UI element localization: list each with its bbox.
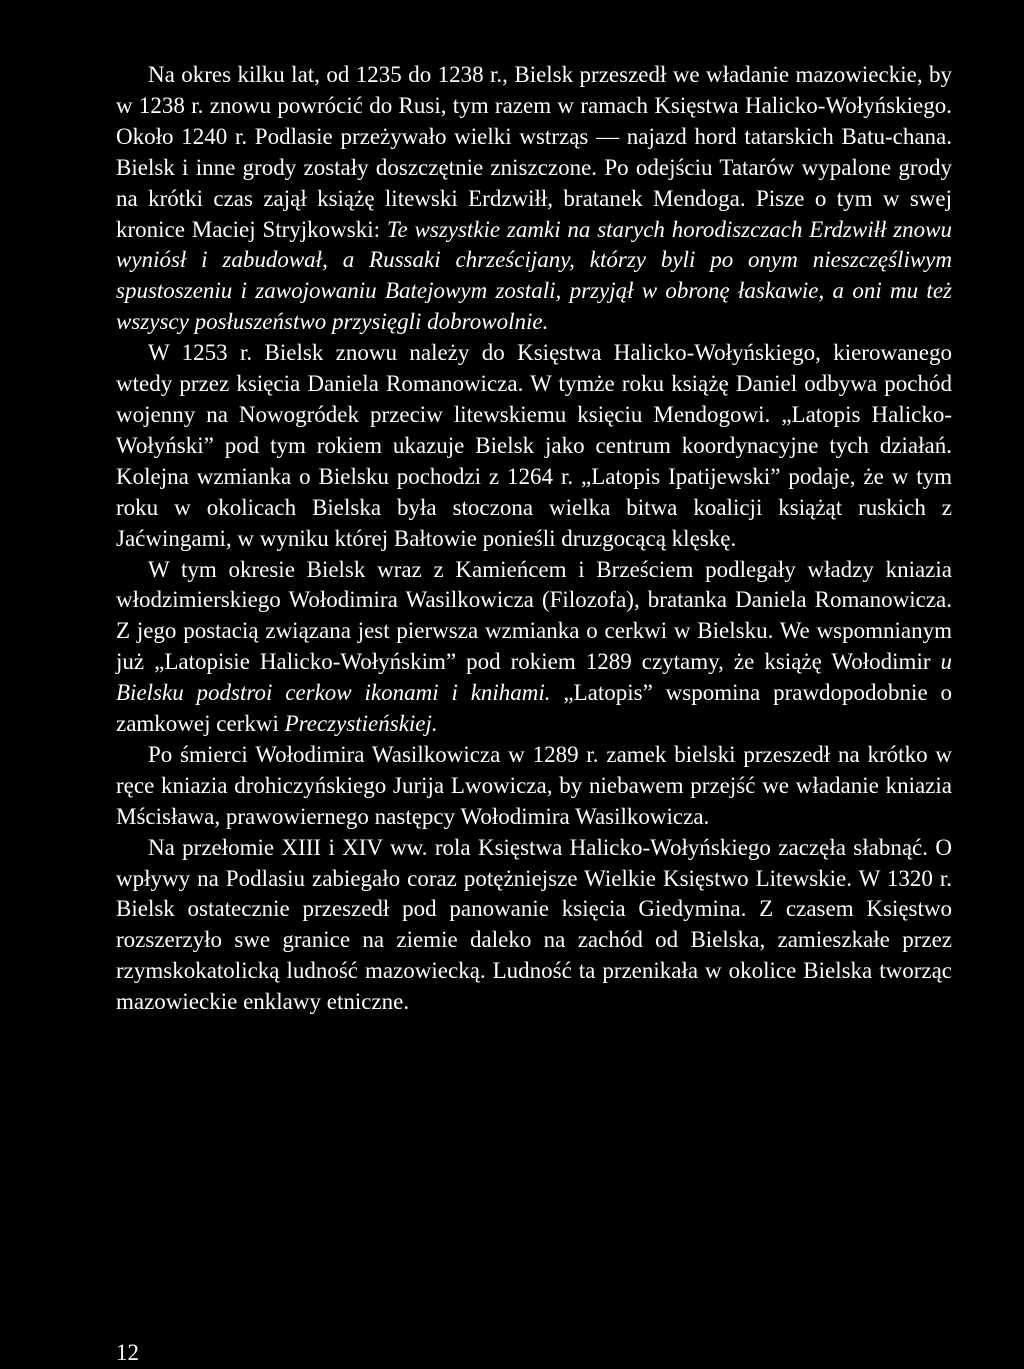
paragraph bbox=[116, 555, 952, 740]
paragraph bbox=[116, 60, 952, 338]
text-span: Na przełomie XIII i XIV ww. rola Księstwa Halicko-Wołyńskiego zaczęła słabnąć. O wpływy na Podlasiu zabiegało coraz potężniejsze Wielkie Księstwo Litewskie. W 1320 r. Bielsk ostatecznie przeszedł pod panowanie księcia Giedymina. Z czasem Księstwo rozszerzyło swe granice na ziemie daleko na zachód od Bielska, zamieszkałe przez rzymskokatolicką ludność mazowiecką. Ludność ta przenikała w okolice Bielska tworząc mazowieckie enklawy etniczne. bbox=[116, 834, 952, 1015]
text-span: Po śmierci Wołodimira Wasilkowicza w 1289 r. zamek bielski przeszedł na krótko w ręce kniazia drohiczyńskiego Jurija Lwowicza, by niebawem przejść we władanie kniazia Mścisława, prawowiernego następcy Wołodimira Wasilkowicza. bbox=[116, 741, 952, 829]
text-span: Na okres kilku lat, od 1235 do 1238 r., Bielsk przeszedł we władanie mazowieckie, by w 1238 r. znowu powrócić do Rusi, tym razem w ramach Księstwa Halicko-Wołyńskiego. Około 1240 r. Podlasie przeżywało wielki wstrząs — najazd hord tatarskich Batu-chana. Bielsk i inne grody zostały doszczętnie zniszczone. Po odejściu Tatarów wypalone grody na krótki czas zajął książę litewski Erdzwiłł, bratanek Mendoga. Pisze o tym w swej kronice Maciej Stryjkowski: bbox=[116, 62, 952, 242]
text-span: W tym okresie Bielsk wraz z Kamieńcem i Brześciem podlegały władzy kniazia włodzimierskiego Wołodimira Wasilkowicza (Filozofa), bratanka Daniela Romanowicza. Z jego postacią związana jest pierwsza wzmianka o cerkwi w Bielsku. We wspomnianym już „Latopisie Halicko-Wołyńskim” pod rokiem 1289 czytamy, że książę Wołodimir bbox=[116, 556, 952, 675]
text-span: W 1253 r. Bielsk znowu należy do Księstwa Halicko-Wołyńskiego, kierowanego wtedy przez księcia Daniela Romanowicza. W tymże roku książę Daniel odbywa pochód wojenny na Nowogródek przeciw litewskiemu księciu Mendogowi. „Latopis Halicko-Wołyński” pod tym rokiem ukazuje Bielsk jako centrum koordynacyjne tych działań. Kolejna wzmianka o Bielsku pochodzi z 1264 r. „Latopis Ipatijewski” podaje, że w tym roku w okolicach Bielska była stoczona wielka bitwa koalicji książąt ruskich z Jaćwingami, w wyniku której Bałtowie ponieśli druzgocącą klęskę. bbox=[116, 340, 952, 551]
page-number: 12 bbox=[116, 1340, 139, 1365]
italic-quote: Preczystieńskiej. bbox=[284, 711, 438, 737]
text-span: „Latopis” wspomina prawdopodobnie o zamkowej cerkwi bbox=[116, 680, 953, 737]
paragraph bbox=[116, 740, 952, 833]
text-column bbox=[116, 60, 952, 1018]
italic-quote: u Bielsku podstroi cerkow ikonami i knihami. bbox=[116, 649, 952, 706]
italic-quote: Te wszystkie zamki na starych horodiszczach Erdzwiłł znowu wyniósł i zabudował, a Russaki chrześcijany, którzy byli po onym nieszczęśliwym spustoszeniu i zawojowaniu Batejowym zostali, przyjął w obronę łaskawie, a oni mu też wszyscy posłuszeństwo przysięgli dobrowolnie. bbox=[116, 216, 952, 335]
paragraph bbox=[116, 833, 952, 1018]
paragraph bbox=[116, 338, 952, 554]
